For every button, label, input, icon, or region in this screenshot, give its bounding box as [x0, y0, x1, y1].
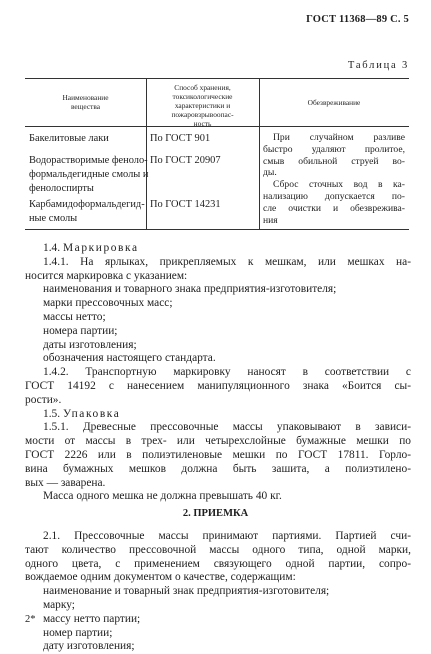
- section-2-title: 2. ПРИЕМКА: [182, 508, 249, 519]
- header-storage: Способ хранения, токсикологические характеристики и пожаровзрывоопас- ность: [171, 83, 234, 128]
- table-top-rule: [25, 78, 409, 79]
- section-1-4-title: 1.4. Маркировка: [43, 242, 139, 254]
- table-bottom-rule: [25, 229, 409, 230]
- row-3-storage: По ГОСТ 14231: [150, 199, 221, 210]
- table-caption: Таблица 3: [347, 60, 409, 71]
- page-header: ГОСТ 11368—89 С. 5: [306, 14, 409, 25]
- row-1-name: Бакелитовые лаки: [29, 133, 109, 144]
- section-2-1: 2.1. Прессовочные массы принимают партиями. Партией счи- тают количество прессовочной массы одного типа, одной марки, одного цвета, с применением связующего одной партии, сопро- вождаемое одним документом о качестве, содержащим: наименование и товарный знак предприятия-изготовителя; марку; массу нетто партии; номер партии; дату изготовления;: [25, 530, 411, 653]
- neutralization-text: При случайном разливе быстро удаляют пролитое, смыв обильной струей во- ды. Сброс сточных вод в ка- нализацию допускается по- сле очистки и обезврежива- ния: [263, 132, 405, 226]
- header-neutralization: Обезвреживание: [307, 98, 361, 107]
- row-2-name: Водорастворимые феноло- формальдегидные смолы и фенолоспирты: [29, 155, 149, 194]
- table-3: [25, 78, 409, 230]
- row-3-name: Карбамидоформальдегид- ные смолы: [29, 199, 145, 224]
- page-signature: 2*: [25, 614, 36, 625]
- header-name: Наименование вещества: [62, 93, 109, 111]
- row-2-storage: По ГОСТ 20907: [150, 155, 221, 166]
- row-1-storage: По ГОСТ 901: [150, 133, 211, 144]
- section-1-5-title: 1.5. Упаковка: [43, 407, 121, 420]
- section-1-4: 1.4. Маркировка 1.4.1. На ярлыках, прикрепляемых к мешкам, или мешках на- носится маркировка с указанием: наименования и товарного знака предприятия-изготовителя; марки прессовочных масс; массы нетто; номера партии; даты изготовления; обозначения настоящего стандарта. 1.4.2. Транспортную маркировку наносят в соответствии с ГОСТ 14192 с нанесением манипуляционного знака «Боится сы- рости». 1.5. Упаковка 1.5.1. Древесные прессовочные массы упаковывают в зависи- мости от массы в трех- или четырехслойные бумажные мешки по ГОСТ 2226 или в полиэтиленовые мешки по ГОСТ 17811. Горло- вина бумажных мешков должна быть зашита, а полиэтилено- вых — заварена. Масса одного мешка не должна превышать 40 кг.: [25, 242, 411, 503]
